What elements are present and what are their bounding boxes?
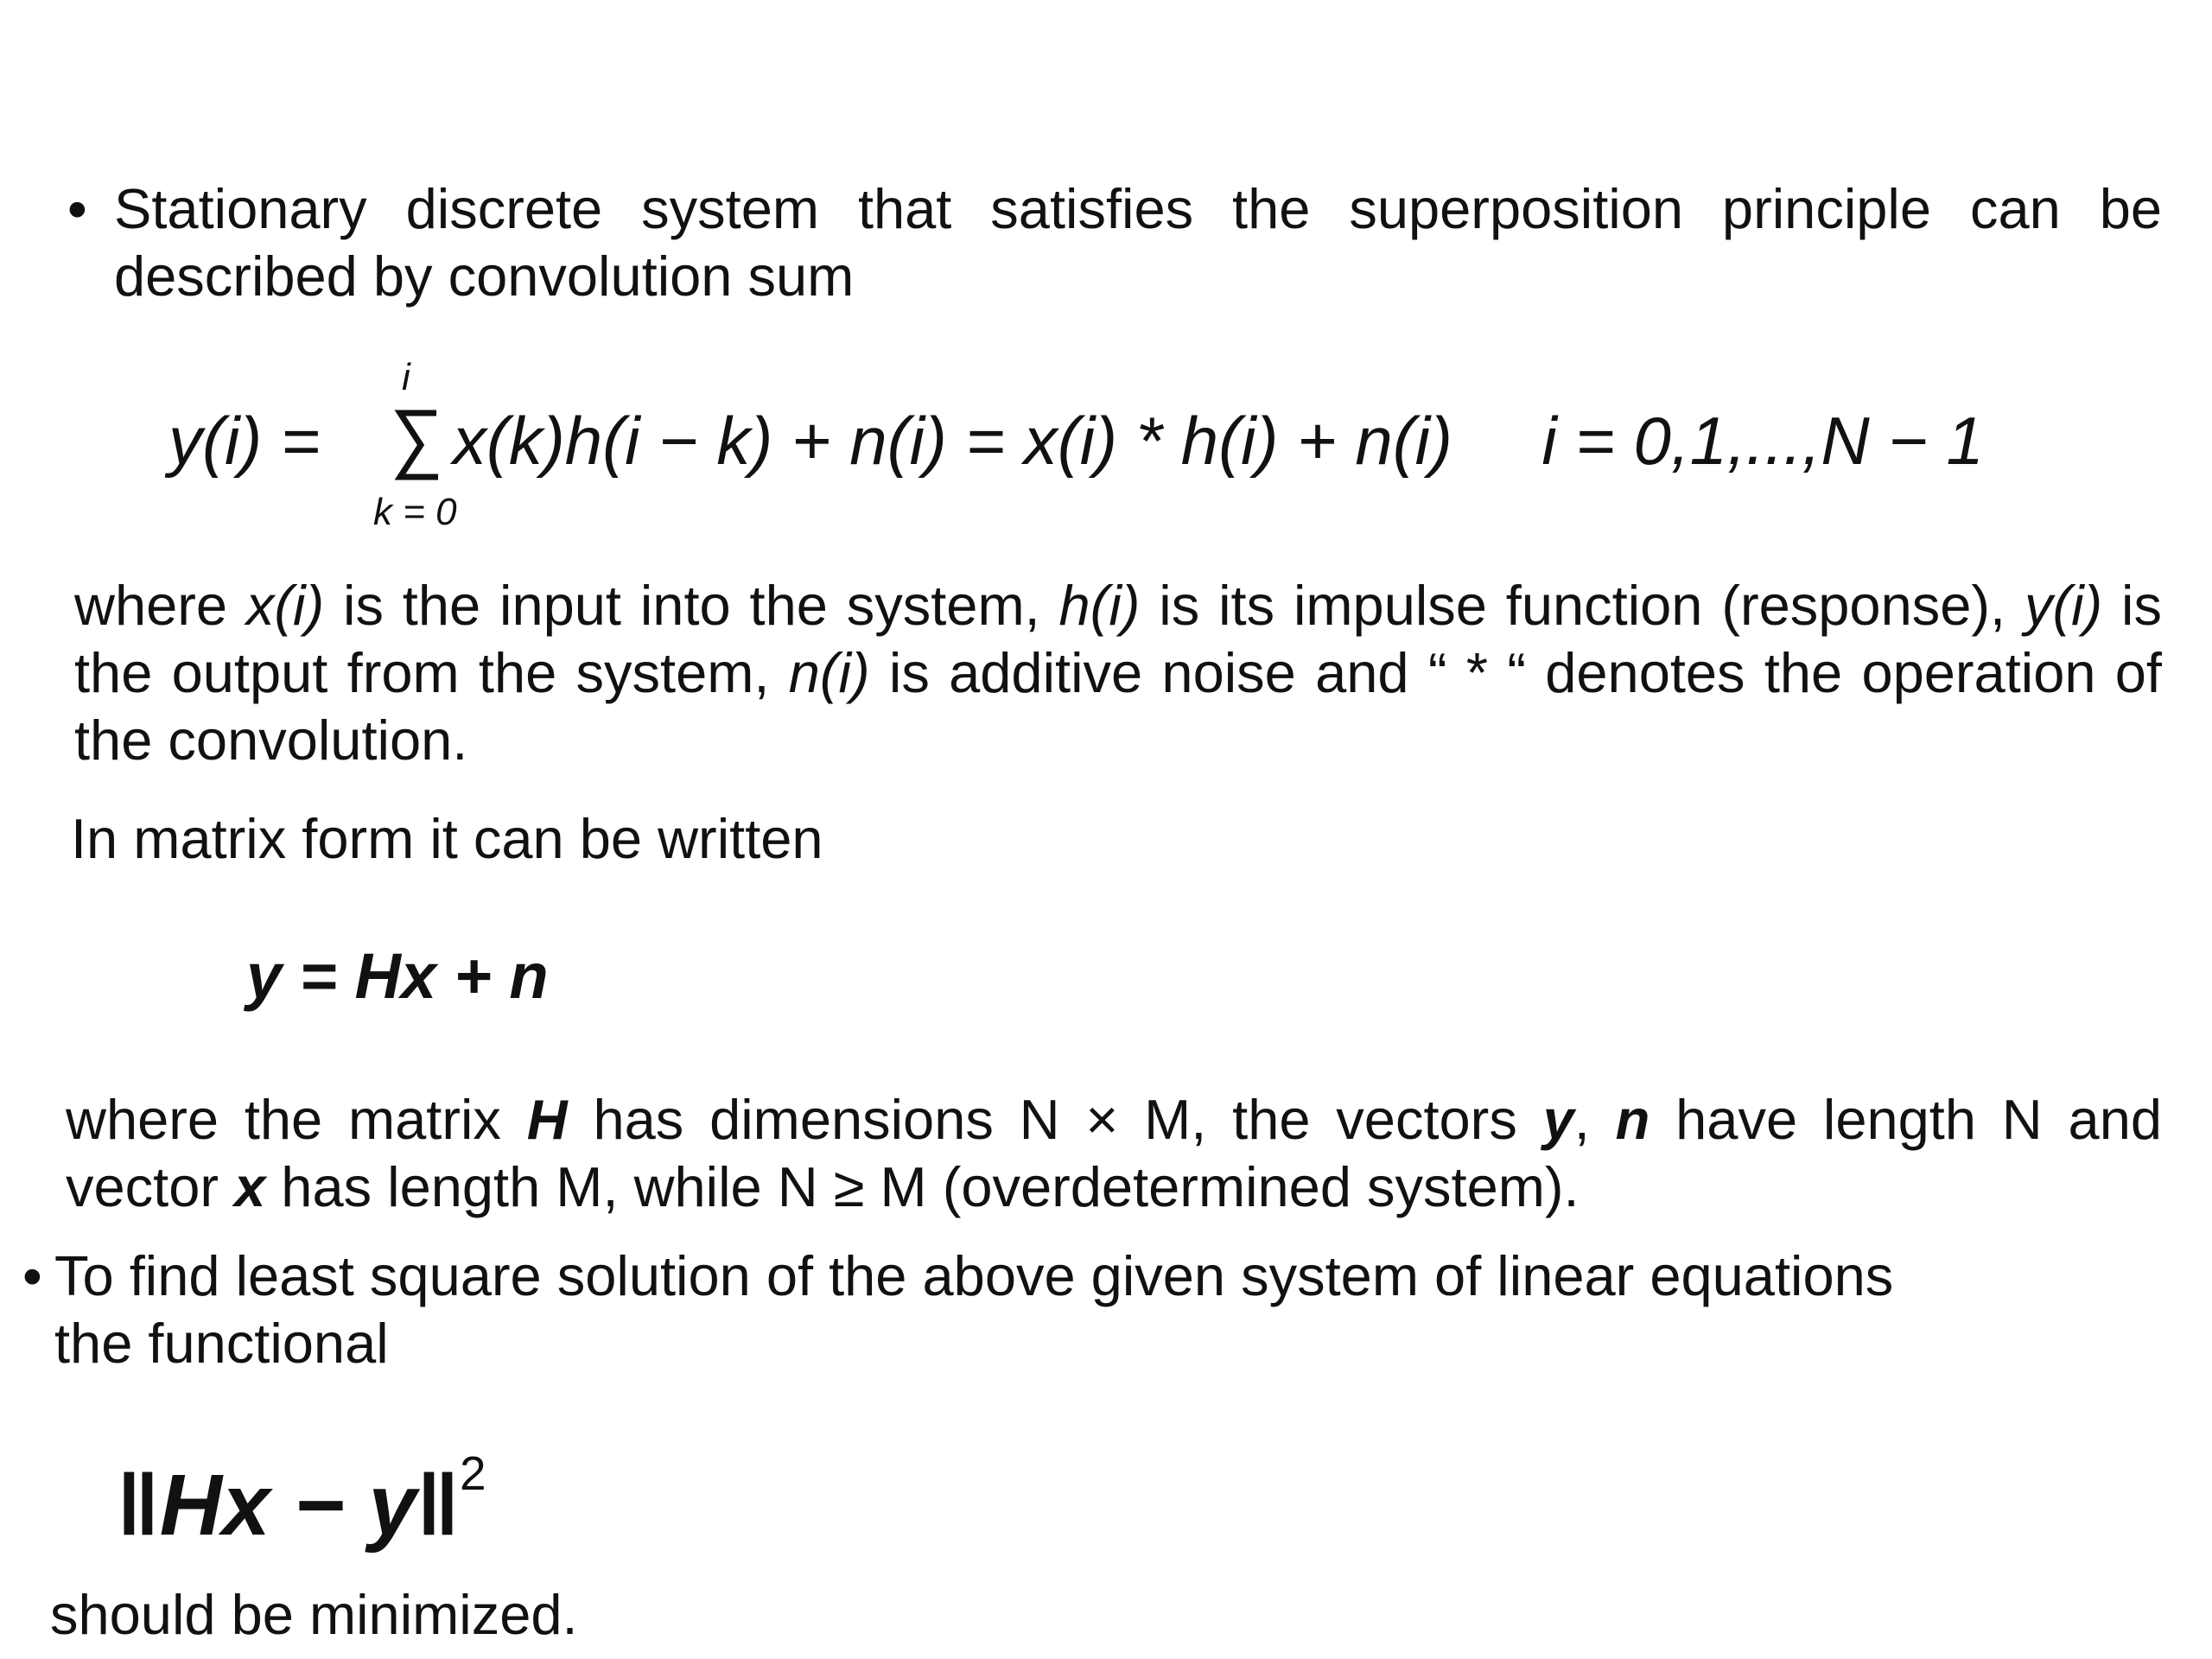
text-fragment: is its impulse function (response), [1140, 574, 2024, 637]
text-fragment: is additive noise and “ * “ denotes the operation of the convolution. [74, 641, 2162, 772]
functional-equation [117, 1421, 486, 1557]
var-n: n(i) [788, 641, 870, 704]
text-fragment: have length N and vector [66, 1088, 2162, 1218]
norm-expression: ‖Hx − y‖ [117, 1457, 460, 1554]
equation-body: x(k)h(i − k) + n(i) = x(i) * h(i) + n(i) [452, 403, 1452, 479]
text-fragment: where the matrix [66, 1088, 527, 1151]
vector-y: y [1542, 1088, 1574, 1151]
bullet-marker: • [22, 1244, 42, 1307]
matrix-intro: In matrix form it can be written [71, 807, 823, 870]
norm-exponent: 2 [459, 1446, 486, 1500]
text-fragment: has length M, while N ≥ M (overdetermined system). [265, 1155, 1580, 1218]
text-fragment: has dimensions N × M, the vectors [567, 1088, 1543, 1151]
sum-lower-limit: k = 0 [373, 491, 457, 533]
paragraph-definitions [74, 572, 2162, 774]
bullet-text-functional: the functional [54, 1312, 389, 1375]
matrix-H: H [526, 1088, 568, 1151]
equation-lhs: y(i) = [168, 403, 321, 479]
var-x: x(i) [245, 574, 325, 637]
text-fragment: where [74, 574, 246, 637]
bullet-text-convolution: Stationary discrete system that satisfies the superposition principle can be described by convolution sum [114, 177, 2162, 308]
bullet-text-least-squares: To find least square solution of the above given system of linear equations [54, 1244, 1894, 1307]
closing-text: should be minimized. [50, 1583, 578, 1646]
paragraph-dimensions [66, 1086, 2162, 1221]
var-y: y(i) [2024, 574, 2103, 637]
equation-range: i = 0,1,...,N − 1 [1541, 403, 1984, 479]
vector-x: x [234, 1155, 266, 1218]
vector-n: n [1615, 1088, 1650, 1151]
text-fragment: is the input into the system, [324, 574, 1059, 637]
text-fragment: is the output from the system, [74, 574, 2162, 704]
bullet-marker: • [67, 177, 87, 240]
var-h: h(i) [1058, 574, 1141, 637]
sum-upper-limit: i [402, 356, 410, 398]
matrix-equation: y = Hx + n [246, 940, 549, 1012]
convolution-equation [168, 397, 1984, 484]
text-fragment: , [1573, 1088, 1616, 1151]
